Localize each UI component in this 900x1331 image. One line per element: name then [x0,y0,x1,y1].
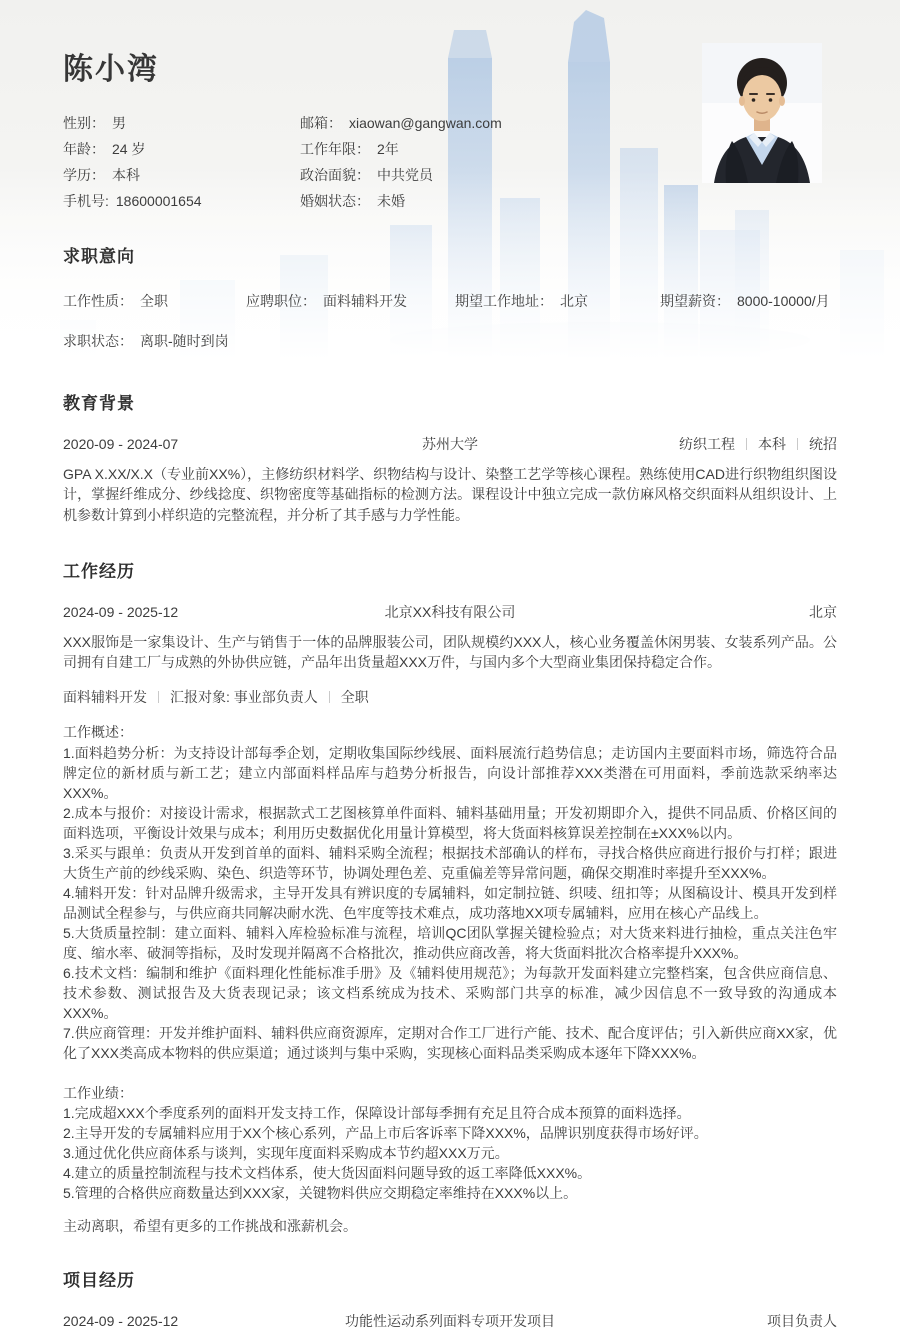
education-enroll-type: 统招 [809,436,837,452]
info-work-years: 工作年限： 2年 [300,141,399,157]
intent-position: 应聘职位： 面料辅料开发 [246,293,407,309]
divider [797,438,798,450]
work-overview-item: 4.辅料开发：针对品牌升级需求，主导开发具有辨识度的专属辅料，如定制拉链、织唛、纽扣等；从图稿设计、模具开发到样品测试全程参与，与供应商共同解决耐水洗、色牢度等技术难点，成功落地XX项专属辅料，应用在核心产品线上。 [63,884,837,921]
intent-status: 求职状态： 离职-随时到岗 [63,333,229,349]
applicant-photo [702,43,822,183]
project-name: 功能性运动系列面料专项开发项目 [345,1313,555,1330]
intent-location: 期望工作地址： 北京 [455,293,588,309]
work-achievements-block [63,1083,837,1203]
work-location: 北京 [809,603,837,620]
work-overview-title: 工作概述： [63,724,133,741]
intent-salary: 期望薪资： 8000-10000/月 [660,293,830,309]
project-role: 项目负责人 [767,1313,837,1330]
education-degree-info [679,434,837,454]
info-phone: 手机号: 18600001654 [63,193,202,209]
work-achievement-item: 4.建立的质量控制流程与技术文档体系，使大货因面料问题导致的返工率降低XXX%。 [63,1164,592,1181]
section-education [63,389,837,525]
work-report-to: 汇报对象: 事业部负责人 [170,689,318,706]
company-intro: XXX服饰是一家集设计、生产与销售于一体的品牌服装公司，团队规模约XXX人，核心业务覆盖休闲男装、女装系列产品。公司拥有自建工厂与成熟的外协供应链，产品年出货量超XXX万件，与国内多个大型商业集团保持稳定合作。 [63,633,837,671]
section-title-education: 教育背景 [63,394,135,413]
section-job-intent [63,242,837,351]
divider [746,438,747,450]
work-overview-item: 7.供应商管理：开发并维护面料、辅料供应商资源库，定期对合作工厂进行产能、技术、配合度评估；引入新供应商XX家，优化了XXX类高成本物料的供应渠道；通过谈判与集中采购，实现核心面料品类采购成本逐年下降XXX%。 [63,1024,837,1061]
personal-info-grid [63,110,623,214]
section-work-experience [63,557,837,1236]
work-position-line [63,687,837,707]
education-description: GPA X.XX/X.X（专业前XX%），主修纺织材料学、织物结构与设计、染整工艺学等核心课程。熟练使用CAD进行织物组织图设计，掌握纤维成分、纱线捻度、织物密度等基础指标的检测方法。课程设计中独立完成一款仿麻风格交织面料从组织设计、上机参数计算到小样织造的完整流程，并分析了其手感与力学性能。 [63,466,837,523]
education-major: 纺织工程 [679,436,735,452]
work-period: 2024-09 - 2025-12 [63,603,179,620]
education-school: 苏州大学 [422,436,478,452]
section-project-experience [63,1266,837,1331]
job-intent-row-2 [63,331,837,351]
work-achievement-item: 1.完成超XXX个季度系列的面料开发支持工作，保障设计部每季拥有充足且符合成本预算的面料选择。 [63,1104,691,1121]
work-overview-item: 6.技术文档：编制和维护《面料理化性能标准手册》及《辅料使用规范》；为每款开发面料建立完整档案，包含供应商信息、技术参数、测试报告及大货表现记录；该文档系统成为技术、采购部门共享的标准，减少因信息不一致导致的沟通成本XXX%。 [63,964,837,1021]
divider [329,691,330,703]
work-company: 北京XX科技有限公司 [384,603,516,620]
work-achievement-item: 5.管理的合格供应商数量达到XXX家，关键物料供应交期稳定率维持在XXX%以上。 [63,1184,578,1201]
section-title-job-intent: 求职意向 [63,247,135,266]
work-meta-row [63,602,837,622]
project-meta-row [63,1311,837,1331]
job-intent-row-1 [63,291,837,311]
section-title-project: 项目经历 [63,1271,135,1291]
intent-work-type: 工作性质： 全职 [63,293,168,309]
work-overview-item: 2.成本与报价：对接设计需求，根据款式工艺图核算单件面料、辅料基础用量；开发初期即介入，提供不同品质、价格区间的面料选项，平衡设计效果与成本；利用历史数据优化用量计算模型，将大货面料核算误差控制在±XXX%以内。 [63,804,837,841]
work-position: 面料辅料开发 [63,689,147,706]
info-political-status: 政治面貌： 中共党员 [300,167,433,183]
work-achievement-item: 3.通过优化供应商体系与谈判，实现年度面料采购成本节约超XXX万元。 [63,1144,509,1161]
work-overview-block [63,722,837,1062]
project-period: 2024-09 - 2025-12 [63,1313,179,1330]
work-overview-item: 1.面料趋势分析：为支持设计部每季企划，定期收集国际纱线展、面料展流行趋势信息；走访国内主要面料市场，筛选符合品牌定位的新材质与新工艺；建立内部面料样品库与趋势分析报告，向设计部推荐XXX类潜在可用面料，季前选款采纳率达XXX%。 [63,744,837,801]
work-achievements-title: 工作业绩： [63,1084,133,1101]
info-email: 邮箱： xiaowan@gangwan.com [300,115,502,131]
leave-reason: 主动离职，希望有更多的工作挑战和涨薪机会。 [63,1217,357,1234]
work-job-type: 全职 [340,689,369,706]
work-overview-item: 5.大货质量控制：建立面料、辅料入库检验标准与流程，培训QC团队掌握关键检验点；对大货来料进行抽检，重点关注色牢度、缩水率、破洞等指标，及时发现并隔离不合格批次，推动供应商改善，将大货面料批次合格率提升XXX%。 [63,924,837,961]
info-degree: 学历： 本科 [63,167,140,183]
education-degree: 本科 [758,436,786,452]
applicant-name: 陈小湾 [63,53,159,86]
work-overview-item: 3.采买与跟单：负责从开发到首单的面料、辅料采购全流程；根据技术部确认的样布，寻找合格供应商进行报价与打样；跟进大货生产前的纱线采购、染色、织造等环节，协调处理色差、克重偏差等异常问题，确保交期准时率提升至XXX%。 [63,844,837,881]
section-title-work: 工作经历 [63,561,135,581]
info-marital-status: 婚姻状态： 未婚 [300,193,405,209]
work-achievement-item: 2.主导开发的专属辅料应用于XX个核心系列，产品上市后客诉率下降XXX%，品牌识别度获得市场好评。 [63,1124,708,1141]
education-period: 2020-09 - 2024-07 [63,436,179,452]
info-gender: 性别： 男 [63,115,126,131]
education-meta-row [63,434,837,454]
divider [158,691,159,703]
info-age: 年龄： 24 岁 [63,141,146,157]
